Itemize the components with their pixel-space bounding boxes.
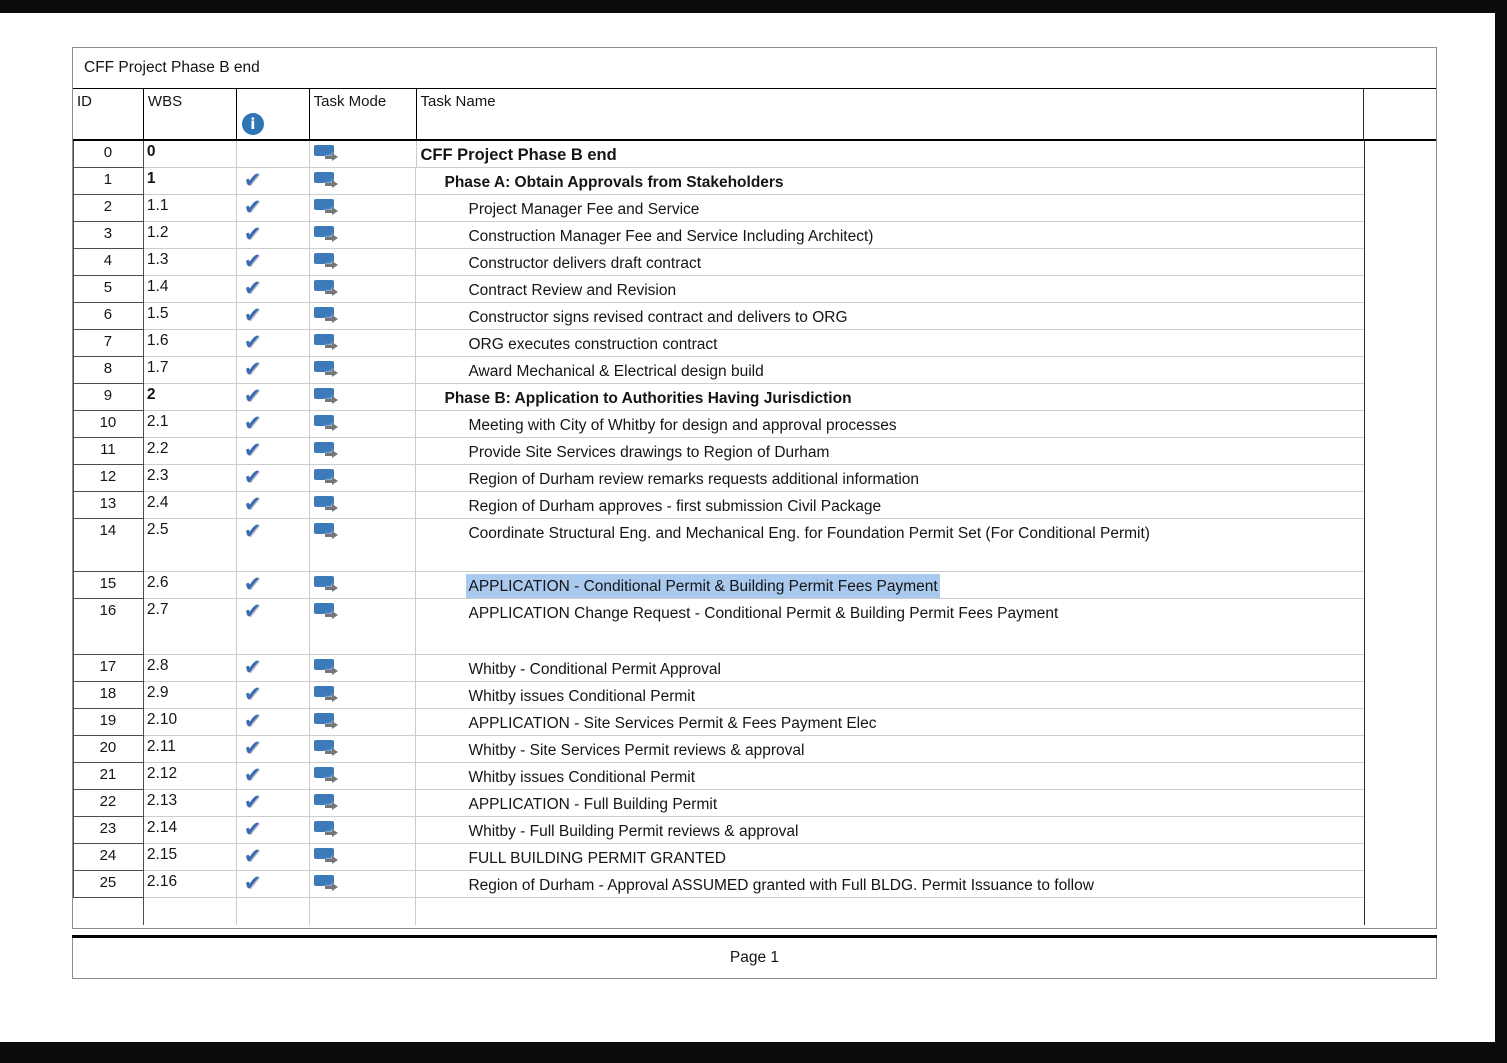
column-header-id: ID — [73, 89, 144, 139]
task-name-text: Contract Review and Revision — [468, 282, 677, 299]
row-task-mode-cell — [310, 276, 417, 303]
task-name-text: Whitby - Conditional Permit Approval — [468, 661, 721, 678]
row-wbs-cell: 2 — [144, 384, 237, 411]
row-indicator-cell — [237, 736, 310, 763]
task-name-text: Constructor delivers draft contract — [468, 255, 702, 272]
task-name-text: APPLICATION - Site Services Permit & Fees Payment Elec — [468, 715, 877, 732]
table-row — [73, 519, 1436, 572]
row-task-mode-cell — [310, 195, 417, 222]
row-indicator-cell — [237, 572, 310, 599]
completed-check-icon: ✔ — [243, 357, 262, 381]
row-wbs-cell: 2.15 — [144, 844, 237, 871]
row-wbs-cell: 2.8 — [144, 655, 237, 682]
auto-scheduled-task-icon — [314, 603, 344, 622]
row-indicator-cell — [237, 195, 310, 222]
row-task-mode-cell — [310, 736, 417, 763]
row-task-mode-cell — [310, 168, 417, 195]
task-name-text: Project Manager Fee and Service — [468, 201, 700, 218]
task-name-text: Whitby issues Conditional Permit — [468, 769, 696, 786]
row-id-cell: 15 — [73, 572, 144, 599]
row-task-mode-cell — [310, 599, 417, 655]
task-name-text: Phase B: Application to Authorities Having Jurisdiction — [444, 390, 852, 407]
column-header-wbs: WBS — [144, 89, 237, 139]
row-id-cell: 8 — [73, 357, 144, 384]
row-task-mode-cell — [310, 249, 417, 276]
completed-check-icon: ✔ — [243, 438, 262, 462]
row-wbs-cell: 1.5 — [144, 303, 237, 330]
row-wbs-cell: 1 — [144, 168, 237, 195]
auto-scheduled-task-icon — [314, 523, 344, 542]
window-frame-right — [1495, 0, 1507, 1063]
table-header-row — [73, 89, 1436, 141]
table-row — [73, 572, 1436, 599]
row-wbs-cell: 1.3 — [144, 249, 237, 276]
row-task-name-cell — [416, 682, 1364, 709]
row-task-mode-cell — [310, 519, 417, 572]
completed-check-icon: ✔ — [243, 330, 262, 354]
table-filler-row — [73, 898, 1436, 925]
completed-check-icon: ✔ — [243, 195, 262, 219]
row-indicator-cell — [237, 357, 310, 384]
auto-scheduled-task-icon — [314, 145, 344, 164]
row-task-name-cell — [416, 519, 1364, 572]
completed-check-icon: ✔ — [243, 168, 262, 192]
task-name-text: APPLICATION - Conditional Permit & Building Permit Fees Payment — [466, 574, 939, 599]
row-indicator-cell — [237, 276, 310, 303]
completed-check-icon: ✔ — [243, 384, 262, 408]
task-name-text: Phase A: Obtain Approvals from Stakeholders — [444, 174, 784, 191]
task-name-text: Region of Durham - Approval ASSUMED granted with Full BLDG. Permit Issuance to follow — [468, 877, 1094, 894]
auto-scheduled-task-icon — [314, 686, 344, 705]
window-frame-top — [0, 0, 1507, 13]
row-id-cell: 14 — [73, 519, 144, 572]
row-indicator-cell — [237, 655, 310, 682]
task-name-text: Constructor signs revised contract and delivers to ORG — [468, 309, 848, 326]
auto-scheduled-task-icon — [314, 388, 344, 407]
row-wbs-cell: 2.5 — [144, 519, 237, 572]
row-indicator-cell — [237, 871, 310, 898]
task-name-text: Provide Site Services drawings to Region of Durham — [468, 444, 830, 461]
table-body — [73, 141, 1436, 898]
table-row — [73, 736, 1436, 763]
row-task-mode-cell — [310, 790, 417, 817]
auto-scheduled-task-icon — [314, 253, 344, 272]
task-name-text: CFF Project Phase B end — [420, 146, 617, 164]
row-id-cell: 12 — [73, 465, 144, 492]
auto-scheduled-task-icon — [314, 794, 344, 813]
row-indicator-cell — [237, 465, 310, 492]
task-name-text: ORG executes construction contract — [468, 336, 718, 353]
table-row — [73, 222, 1436, 249]
row-task-name-cell — [416, 817, 1364, 844]
project-title: CFF Project Phase B end — [84, 59, 260, 76]
row-task-name-cell — [416, 599, 1364, 655]
table-row — [73, 249, 1436, 276]
table-row — [73, 763, 1436, 790]
row-task-name-cell — [416, 790, 1364, 817]
row-task-name-cell — [416, 222, 1364, 249]
row-id-cell: 9 — [73, 384, 144, 411]
auto-scheduled-task-icon — [314, 659, 344, 678]
row-task-mode-cell — [310, 357, 417, 384]
row-wbs-cell: 2.7 — [144, 599, 237, 655]
table-row — [73, 709, 1436, 736]
auto-scheduled-task-icon — [314, 280, 344, 299]
table-row — [73, 465, 1436, 492]
row-task-mode-cell — [310, 303, 417, 330]
row-wbs-cell: 2.2 — [144, 438, 237, 465]
task-name-text: Construction Manager Fee and Service Including Architect) — [468, 228, 874, 245]
row-task-mode-cell — [310, 222, 417, 249]
row-wbs-cell: 2.6 — [144, 572, 237, 599]
row-indicator-cell — [237, 249, 310, 276]
row-task-name-cell — [417, 141, 1365, 168]
column-header-indicators — [237, 89, 310, 139]
window-frame-bottom — [0, 1042, 1507, 1063]
row-wbs-cell: 2.9 — [144, 682, 237, 709]
row-id-cell: 4 — [73, 249, 144, 276]
table-row — [73, 141, 1436, 168]
row-id-cell: 10 — [73, 411, 144, 438]
row-wbs-cell: 2.13 — [144, 790, 237, 817]
row-task-name-cell — [416, 709, 1364, 736]
row-wbs-cell: 2.14 — [144, 817, 237, 844]
row-task-mode-cell — [310, 655, 417, 682]
auto-scheduled-task-icon — [314, 848, 344, 867]
auto-scheduled-task-icon — [314, 334, 344, 353]
row-task-name-cell — [416, 844, 1364, 871]
table-row — [73, 195, 1436, 222]
task-name-text: FULL BUILDING PERMIT GRANTED — [468, 850, 726, 867]
row-id-cell: 20 — [73, 736, 144, 763]
row-wbs-cell: 1.7 — [144, 357, 237, 384]
row-task-name-cell — [416, 572, 1364, 599]
project-task-table — [72, 47, 1437, 929]
completed-check-icon: ✔ — [243, 465, 262, 489]
row-id-cell: 21 — [73, 763, 144, 790]
row-task-mode-cell — [310, 141, 417, 168]
row-indicator-cell — [237, 330, 310, 357]
row-indicator-cell — [237, 141, 310, 168]
row-task-name-cell — [416, 330, 1364, 357]
row-indicator-cell — [237, 682, 310, 709]
row-task-name-cell — [416, 492, 1364, 519]
table-row — [73, 384, 1436, 411]
row-indicator-cell — [237, 709, 310, 736]
task-name-text: Region of Durham approves - first submission Civil Package — [468, 498, 882, 515]
column-header-empty — [1364, 89, 1436, 139]
row-wbs-cell: 2.11 — [144, 736, 237, 763]
row-indicator-cell — [237, 303, 310, 330]
completed-check-icon: ✔ — [243, 709, 262, 733]
completed-check-icon: ✔ — [243, 790, 262, 814]
auto-scheduled-task-icon — [314, 226, 344, 245]
row-id-cell: 16 — [73, 599, 144, 655]
row-wbs-cell: 1.1 — [144, 195, 237, 222]
task-name-text: Meeting with City of Whitby for design and approval processes — [468, 417, 897, 434]
completed-check-icon: ✔ — [243, 763, 262, 787]
completed-check-icon: ✔ — [243, 599, 262, 623]
task-name-text: Whitby - Full Building Permit reviews & approval — [468, 823, 799, 840]
task-name-text: APPLICATION - Full Building Permit — [468, 796, 718, 813]
row-indicator-cell — [237, 599, 310, 655]
auto-scheduled-task-icon — [314, 496, 344, 515]
row-task-name-cell — [416, 655, 1364, 682]
row-id-cell: 23 — [73, 817, 144, 844]
auto-scheduled-task-icon — [314, 821, 344, 840]
table-row — [73, 330, 1436, 357]
completed-check-icon: ✔ — [243, 492, 262, 516]
row-task-name-cell — [416, 249, 1364, 276]
row-id-cell: 18 — [73, 682, 144, 709]
task-name-text: APPLICATION Change Request - Conditional Permit & Building Permit Fees Payment — [468, 605, 1059, 622]
auto-scheduled-task-icon — [314, 199, 344, 218]
row-id-cell: 1 — [73, 168, 144, 195]
row-task-mode-cell — [310, 384, 417, 411]
table-row — [73, 844, 1436, 871]
row-task-name-cell — [416, 736, 1364, 763]
row-task-mode-cell — [310, 871, 417, 898]
column-header-task-name: Task Name — [417, 89, 1365, 139]
table-row — [73, 276, 1436, 303]
row-id-cell: 7 — [73, 330, 144, 357]
row-task-name-cell — [416, 357, 1364, 384]
page-number: Page 1 — [729, 949, 780, 966]
task-name-text: Coordinate Structural Eng. and Mechanical Eng. for Foundation Permit Set (For Conditional Permit) — [468, 525, 1150, 542]
row-indicator-cell — [237, 438, 310, 465]
table-row — [73, 411, 1436, 438]
auto-scheduled-task-icon — [314, 875, 344, 894]
row-wbs-cell: 2.16 — [144, 871, 237, 898]
completed-check-icon: ✔ — [243, 519, 262, 543]
auto-scheduled-task-icon — [314, 307, 344, 326]
table-row — [73, 817, 1436, 844]
row-task-mode-cell — [310, 411, 417, 438]
row-id-cell: 3 — [73, 222, 144, 249]
project-title-row — [73, 48, 1436, 89]
row-id-cell: 11 — [73, 438, 144, 465]
row-task-name-cell — [416, 411, 1364, 438]
row-wbs-cell: 0 — [144, 141, 237, 168]
row-wbs-cell: 2.12 — [144, 763, 237, 790]
auto-scheduled-task-icon — [314, 576, 344, 595]
row-task-mode-cell — [310, 438, 417, 465]
table-row — [73, 599, 1436, 655]
row-id-cell: 0 — [73, 141, 144, 168]
table-row — [73, 790, 1436, 817]
row-task-mode-cell — [310, 817, 417, 844]
auto-scheduled-task-icon — [314, 767, 344, 786]
row-id-cell: 13 — [73, 492, 144, 519]
completed-check-icon: ✔ — [243, 411, 262, 435]
completed-check-icon: ✔ — [243, 844, 262, 868]
row-id-cell: 24 — [73, 844, 144, 871]
row-task-mode-cell — [310, 709, 417, 736]
row-indicator-cell — [237, 168, 310, 195]
row-indicator-cell — [237, 790, 310, 817]
table-row — [73, 655, 1436, 682]
row-id-cell: 5 — [73, 276, 144, 303]
row-task-name-cell — [416, 438, 1364, 465]
completed-check-icon: ✔ — [243, 655, 262, 679]
task-name-text: Region of Durham review remarks requests additional information — [468, 471, 920, 488]
table-row — [73, 438, 1436, 465]
auto-scheduled-task-icon — [314, 469, 344, 488]
row-task-mode-cell — [310, 330, 417, 357]
completed-check-icon: ✔ — [243, 682, 262, 706]
completed-check-icon: ✔ — [243, 276, 262, 300]
row-task-mode-cell — [310, 844, 417, 871]
row-task-mode-cell — [310, 763, 417, 790]
row-task-name-cell — [416, 303, 1364, 330]
row-id-cell: 25 — [73, 871, 144, 898]
table-row — [73, 682, 1436, 709]
column-header-task-mode: Task Mode — [310, 89, 417, 139]
row-wbs-cell: 1.6 — [144, 330, 237, 357]
row-indicator-cell — [237, 817, 310, 844]
row-task-mode-cell — [310, 465, 417, 492]
row-wbs-cell: 1.2 — [144, 222, 237, 249]
row-task-name-cell — [416, 871, 1364, 898]
auto-scheduled-task-icon — [314, 361, 344, 380]
auto-scheduled-task-icon — [314, 442, 344, 461]
row-task-name-cell — [416, 168, 1364, 195]
completed-check-icon: ✔ — [243, 817, 262, 841]
row-task-name-cell — [416, 465, 1364, 492]
row-wbs-cell: 2.1 — [144, 411, 237, 438]
row-indicator-cell — [237, 763, 310, 790]
completed-check-icon: ✔ — [243, 736, 262, 760]
row-id-cell: 17 — [73, 655, 144, 682]
task-name-text: Whitby - Site Services Permit reviews & approval — [468, 742, 805, 759]
auto-scheduled-task-icon — [314, 172, 344, 191]
row-wbs-cell: 1.4 — [144, 276, 237, 303]
row-task-name-cell — [416, 763, 1364, 790]
row-task-name-cell — [416, 384, 1364, 411]
row-id-cell: 2 — [73, 195, 144, 222]
row-wbs-cell: 2.3 — [144, 465, 237, 492]
row-indicator-cell — [237, 222, 310, 249]
completed-check-icon: ✔ — [243, 303, 262, 327]
row-task-mode-cell — [310, 492, 417, 519]
auto-scheduled-task-icon — [314, 740, 344, 759]
row-wbs-cell: 2.10 — [144, 709, 237, 736]
completed-check-icon: ✔ — [243, 572, 262, 596]
row-indicator-cell — [237, 844, 310, 871]
table-row — [73, 168, 1436, 195]
row-id-cell: 19 — [73, 709, 144, 736]
row-task-mode-cell — [310, 572, 417, 599]
completed-check-icon: ✔ — [243, 222, 262, 246]
row-id-cell: 22 — [73, 790, 144, 817]
row-task-name-cell — [416, 195, 1364, 222]
completed-check-icon: ✔ — [243, 871, 262, 895]
table-row — [73, 871, 1436, 898]
row-indicator-cell — [237, 492, 310, 519]
row-task-mode-cell — [310, 682, 417, 709]
completed-check-icon: ✔ — [243, 249, 262, 273]
row-indicator-cell — [237, 411, 310, 438]
info-icon: i — [242, 113, 264, 135]
row-task-name-cell — [416, 276, 1364, 303]
row-indicator-cell — [237, 519, 310, 572]
row-indicator-cell — [237, 384, 310, 411]
table-row — [73, 492, 1436, 519]
row-id-cell: 6 — [73, 303, 144, 330]
page-footer — [72, 938, 1437, 979]
auto-scheduled-task-icon — [314, 713, 344, 732]
auto-scheduled-task-icon — [314, 415, 344, 434]
row-wbs-cell: 2.4 — [144, 492, 237, 519]
table-row — [73, 303, 1436, 330]
task-name-text: Whitby issues Conditional Permit — [468, 688, 696, 705]
table-row — [73, 357, 1436, 384]
task-name-text: Award Mechanical & Electrical design build — [468, 363, 764, 380]
